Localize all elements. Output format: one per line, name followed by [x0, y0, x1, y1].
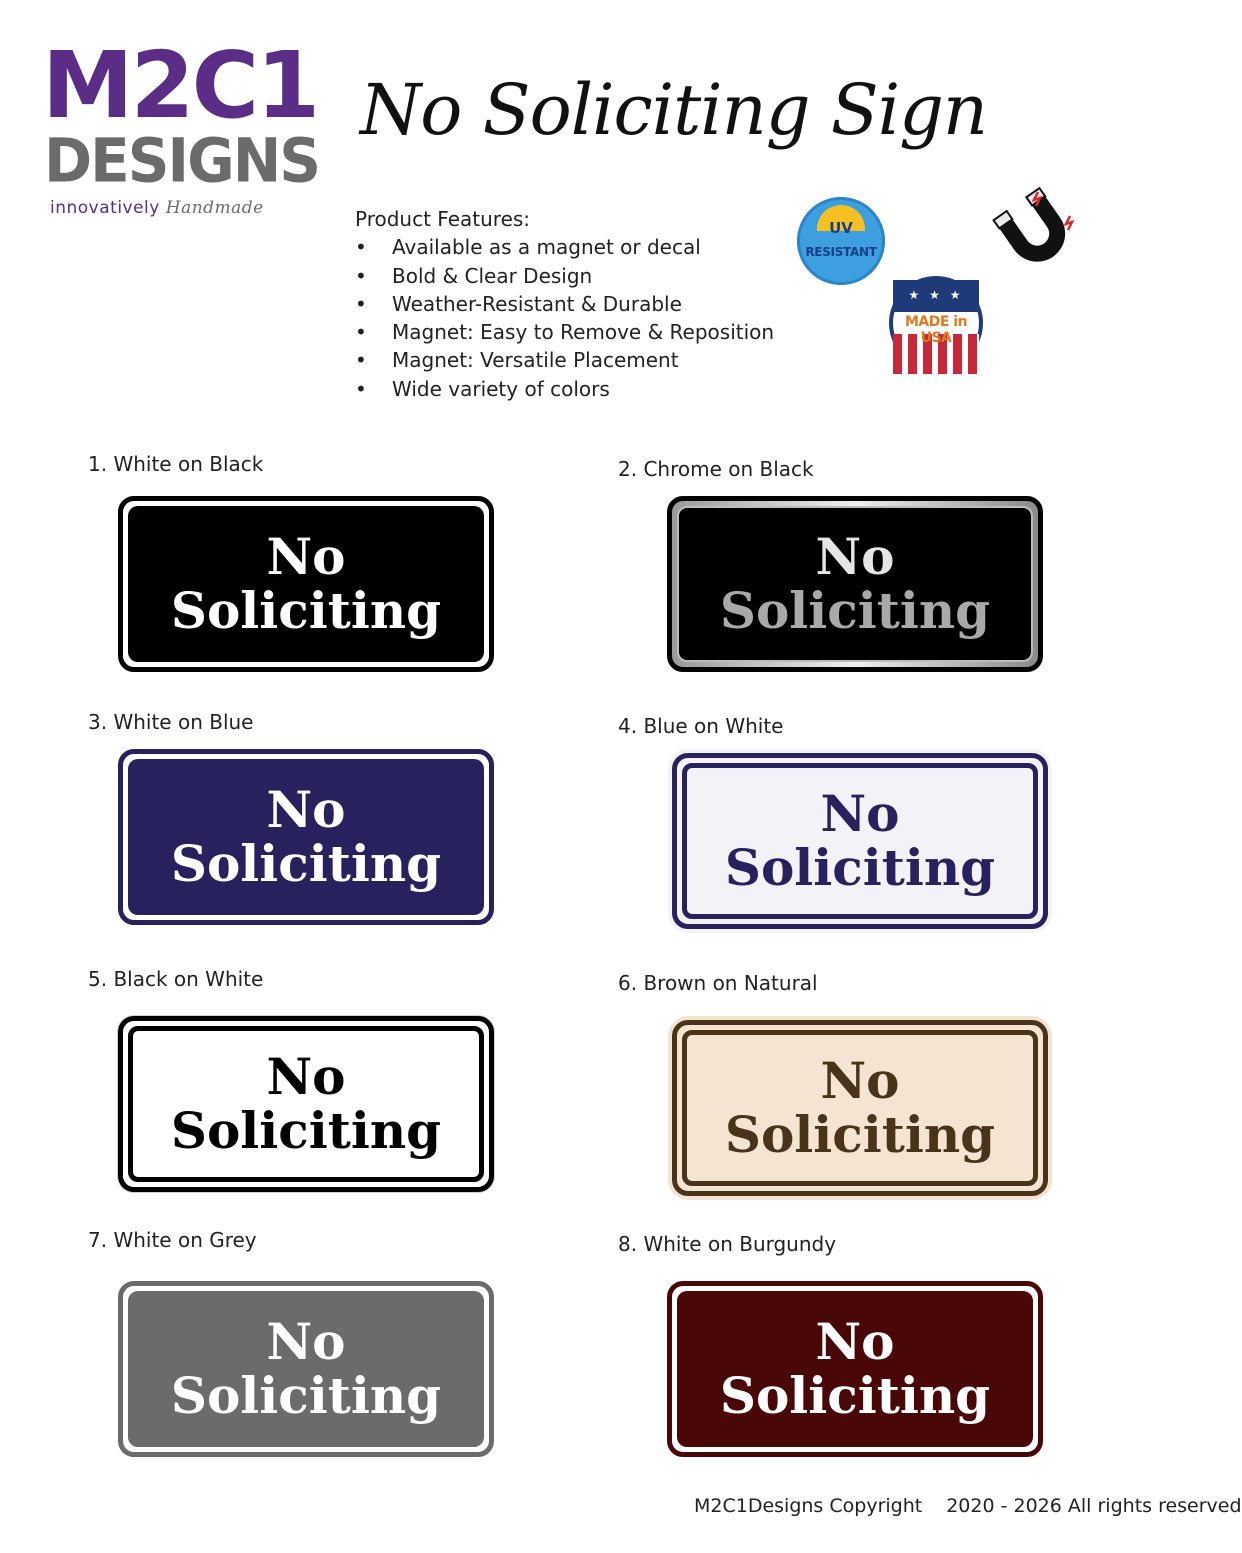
sign-line-soliciting: Soliciting [170, 1366, 442, 1425]
sign-face [682, 763, 1038, 919]
uv-resistant-badge-icon [797, 197, 885, 285]
bullet-icon: • [355, 263, 367, 288]
bullet-icon: • [355, 235, 367, 260]
logo-tagline-b: Handmade [165, 198, 264, 218]
logo-main-text: M2C1 [42, 32, 318, 139]
logo-tagline-a: innovatively [50, 198, 160, 218]
sign-line-soliciting: Soliciting [724, 1105, 996, 1164]
sign-preview [118, 496, 494, 672]
sign-line-soliciting: Soliciting [170, 581, 442, 640]
sign-preview [118, 1281, 494, 1457]
features-list [355, 233, 774, 403]
sign-variant-label: 7. White on Grey [88, 1228, 257, 1252]
sign-preview [667, 1281, 1043, 1457]
sign-face [677, 1291, 1033, 1447]
bullet-icon: • [355, 320, 367, 345]
feature-text: Wide variety of colors [392, 376, 610, 401]
uv-badge-bottom-text: RESISTANT [805, 245, 877, 259]
sign-line-no: No [266, 527, 346, 586]
sign-variant-label: 2. Chrome on Black [618, 457, 814, 481]
page-title: No Soliciting Sign [360, 69, 988, 151]
sign-preview [672, 753, 1048, 929]
logo-tagline [50, 198, 264, 218]
usa-stars: ★ ★ ★ [893, 280, 979, 312]
feature-item [355, 290, 774, 318]
sign-preview [672, 1020, 1048, 1196]
sign-line-soliciting: Soliciting [170, 834, 442, 893]
feature-item [355, 262, 774, 290]
sign-line-no: No [815, 1312, 895, 1371]
sign-line-no: No [815, 527, 895, 586]
bullet-icon: • [355, 291, 367, 316]
sign-line-soliciting: Soliciting [719, 1366, 991, 1425]
bullet-icon: • [355, 348, 367, 373]
features-heading: Product Features: [355, 207, 531, 231]
usa-badge-text: MADE in USA [904, 314, 968, 346]
sign-variant-label: 6. Brown on Natural [618, 971, 818, 995]
feature-text: Magnet: Versatile Placement [392, 348, 679, 373]
sign-face [128, 1291, 484, 1447]
feature-item [355, 375, 774, 403]
sign-line-no: No [820, 784, 900, 843]
copyright-rights: 2020 - 2026 All rights reserved [946, 1495, 1242, 1517]
copyright-footer [694, 1495, 1242, 1517]
sign-line-no: No [820, 1051, 900, 1110]
feature-text: Weather-Resistant & Durable [392, 291, 682, 316]
sign-face [682, 1030, 1038, 1186]
made-in-usa-badge-icon [889, 276, 983, 370]
sign-line-soliciting: Soliciting [724, 838, 996, 897]
sign-variant-label: 4. Blue on White [618, 714, 784, 738]
feature-text: Magnet: Easy to Remove & Reposition [392, 320, 775, 345]
sign-face [128, 1026, 484, 1182]
sign-face [128, 506, 484, 662]
sign-line-soliciting: Soliciting [170, 1101, 442, 1160]
product-features [355, 205, 774, 403]
sign-preview [118, 749, 494, 925]
sign-preview [667, 496, 1043, 672]
uv-badge-top-text: UV [829, 219, 853, 237]
sign-variant-label: 8. White on Burgundy [618, 1232, 837, 1256]
feature-text: Bold & Clear Design [392, 263, 593, 288]
sign-variant-label: 1. White on Black [88, 452, 264, 476]
magnet-icon [996, 188, 1076, 272]
sign-line-no: No [266, 780, 346, 839]
logo-sub-text: DESIGNS [44, 124, 320, 197]
feature-item [355, 233, 774, 261]
feature-text: Available as a magnet or decal [392, 235, 701, 260]
feature-item [355, 318, 774, 346]
sign-line-no: No [266, 1312, 346, 1371]
feature-item [355, 346, 774, 374]
sign-line-no: No [266, 1047, 346, 1106]
sign-face [128, 759, 484, 915]
bullet-icon: • [355, 376, 367, 401]
brand-logo [42, 32, 320, 230]
sign-line-soliciting: Soliciting [719, 581, 991, 640]
sign-variant-label: 3. White on Blue [88, 710, 254, 734]
sign-variant-label: 5. Black on White [88, 967, 264, 991]
copyright-owner: M2C1Designs Copyright [694, 1495, 923, 1517]
sign-preview [118, 1016, 494, 1192]
sign-face [677, 506, 1033, 662]
